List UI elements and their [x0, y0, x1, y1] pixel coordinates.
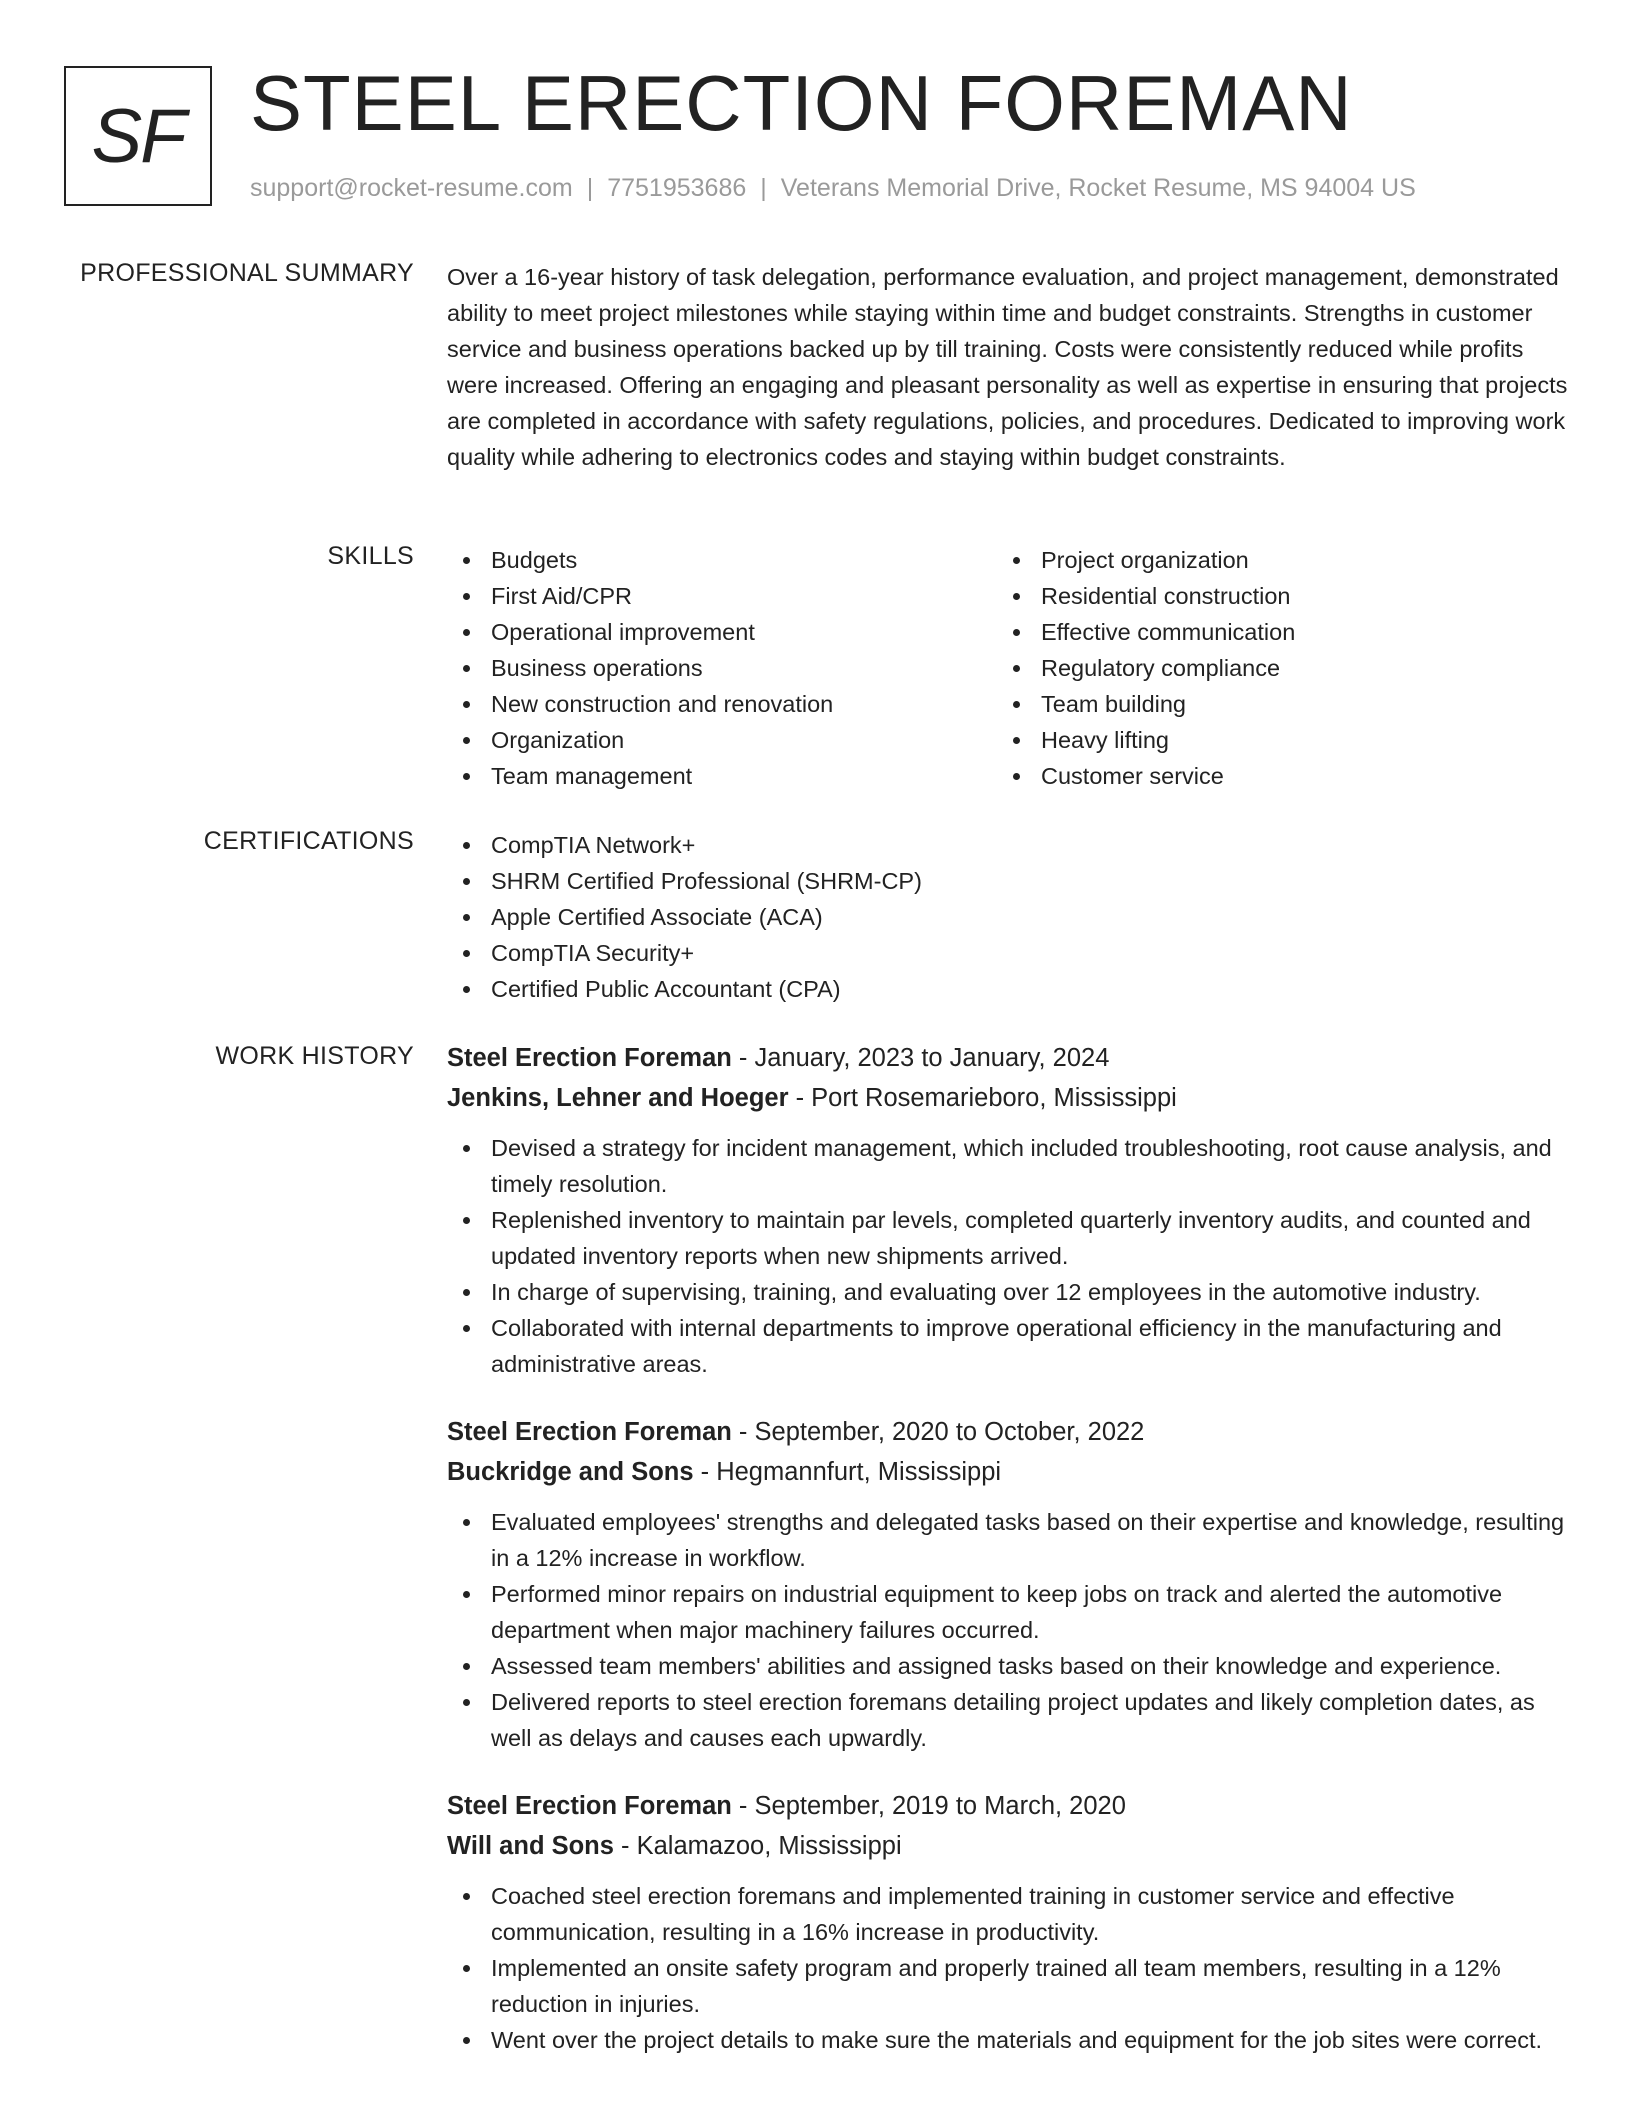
contact-phone[interactable]: 7751953686: [607, 174, 747, 202]
job-title: Steel Erection Foreman: [447, 1418, 732, 1446]
certification-item: CompTIA Security+: [447, 935, 1572, 971]
job-company-line: [447, 1826, 1572, 1866]
job-bullet: Replenished inventory to maintain par levels, completed quarterly inventory audits, and counted and updated inventory reports when new shipments arrived.: [447, 1202, 1572, 1274]
job-entry: [447, 1038, 1572, 1382]
skills-list-right: [997, 542, 1547, 794]
skills-body: [447, 542, 1572, 794]
job-entry: [447, 1786, 1572, 2058]
skill-item: Customer service: [997, 758, 1547, 794]
job-bullet: Collaborated with internal departments to improve operational efficiency in the manufacturing and administrative areas.: [447, 1310, 1572, 1382]
job-bullet: In charge of supervising, training, and evaluating over 12 employees in the automotive industry.: [447, 1274, 1572, 1310]
job-bullet: Performed minor repairs on industrial equipment to keep jobs on track and alerted the automotive department when major machinery failures occurred.: [447, 1576, 1572, 1648]
skill-item: Team management: [447, 758, 997, 794]
job-title-line: [447, 1412, 1572, 1452]
skill-item: First Aid/CPR: [447, 578, 997, 614]
job-bullets: [447, 1504, 1572, 1756]
job-bullet: Went over the project details to make sure the materials and equipment for the job sites were correct.: [447, 2022, 1572, 2058]
skill-item: Project organization: [997, 542, 1547, 578]
skill-item: Budgets: [447, 542, 997, 578]
job-location: - Port Rosemarieboro, Mississippi: [788, 1084, 1177, 1112]
job-company: Jenkins, Lehner and Hoeger: [447, 1084, 789, 1112]
monogram-logo: [64, 66, 212, 206]
job-title: Steel Erection Foreman: [447, 1792, 732, 1820]
summary-heading: PROFESSIONAL SUMMARY: [80, 259, 414, 287]
resume-title: STEEL ERECTION FOREMAN: [250, 59, 1353, 147]
job-title-line: [447, 1038, 1572, 1078]
skill-item: Team building: [997, 686, 1547, 722]
job-bullet: Evaluated employees' strengths and delegated tasks based on their expertise and knowledge, resulting in a 12% increase in workflow.: [447, 1504, 1572, 1576]
job-company-line: [447, 1078, 1572, 1118]
job-dates: - January, 2023 to January, 2024: [731, 1044, 1110, 1072]
contact-separator: |: [586, 174, 594, 202]
contact-line: [250, 174, 1416, 203]
job-bullet: Devised a strategy for incident management, which included troubleshooting, root cause analysis, and timely resolution.: [447, 1130, 1572, 1202]
job-bullets: [447, 1878, 1572, 2058]
certification-item: CompTIA Network+: [447, 827, 1572, 863]
job-location: - Hegmannfurt, Mississippi: [693, 1458, 1002, 1486]
certification-item: Certified Public Accountant (CPA): [447, 971, 1572, 1007]
job-dates: - September, 2020 to October, 2022: [731, 1418, 1145, 1446]
skill-item: Effective communication: [997, 614, 1547, 650]
job-dates: - September, 2019 to March, 2020: [731, 1792, 1126, 1820]
certifications-list: [447, 827, 1572, 1007]
summary-text: Over a 16-year history of task delegation, performance evaluation, and project management, demonstrated ability to meet project milestones while staying within time and budget constraints. Strengths in customer service and business operations backed up by till training. Costs were consistently reduced while profits were increased. Offering an engaging and pleasant personality as well as expertise in ensuring that projects are completed in accordance with safety regulations, policies, and procedures. Dedicated to improving work quality while adhering to electronics codes and staying within budget constraints.: [447, 264, 1568, 470]
job-title: Steel Erection Foreman: [447, 1044, 732, 1072]
job-bullets: [447, 1130, 1572, 1382]
certifications-body: [447, 827, 1572, 1007]
skill-item: Residential construction: [997, 578, 1547, 614]
job-company: Will and Sons: [447, 1832, 614, 1860]
contact-address: Veterans Memorial Drive, Rocket Resume, MS 94004 US: [780, 174, 1416, 202]
contact-email[interactable]: support@rocket-resume.com: [250, 174, 573, 202]
skill-item: Business operations: [447, 650, 997, 686]
job-bullet: Coached steel erection foremans and implemented training in customer service and effective communication, resulting in a 16% increase in productivity.: [447, 1878, 1572, 1950]
job-title-line: [447, 1786, 1572, 1826]
job-company: Buckridge and Sons: [447, 1458, 694, 1486]
monogram-text: SF: [91, 93, 185, 179]
resume-header: [64, 59, 1564, 216]
skills-list-left: [447, 542, 997, 794]
work-history-body: [447, 1038, 1572, 2088]
skill-item: Heavy lifting: [997, 722, 1547, 758]
job-bullet: Implemented an onsite safety program and properly trained all team members, resulting in a 12% reduction in injuries.: [447, 1950, 1572, 2022]
certifications-heading: CERTIFICATIONS: [203, 827, 414, 855]
skills-heading: SKILLS: [327, 542, 414, 570]
certification-item: Apple Certified Associate (ACA): [447, 899, 1572, 935]
work-history-heading: WORK HISTORY: [215, 1042, 414, 1070]
skill-item: New construction and renovation: [447, 686, 997, 722]
skill-item: Regulatory compliance: [997, 650, 1547, 686]
certification-item: SHRM Certified Professional (SHRM-CP): [447, 863, 1572, 899]
job-bullet: Assessed team members' abilities and assigned tasks based on their knowledge and experience.: [447, 1648, 1572, 1684]
job-location: - Kalamazoo, Mississippi: [613, 1832, 902, 1860]
skill-item: Operational improvement: [447, 614, 997, 650]
job-entry: [447, 1412, 1572, 1756]
contact-separator: |: [760, 174, 767, 202]
job-company-line: [447, 1452, 1572, 1492]
skill-item: Organization: [447, 722, 997, 758]
job-bullet: Delivered reports to steel erection foremans detailing project updates and likely completion dates, as well as delays and causes each upwardly.: [447, 1684, 1572, 1756]
